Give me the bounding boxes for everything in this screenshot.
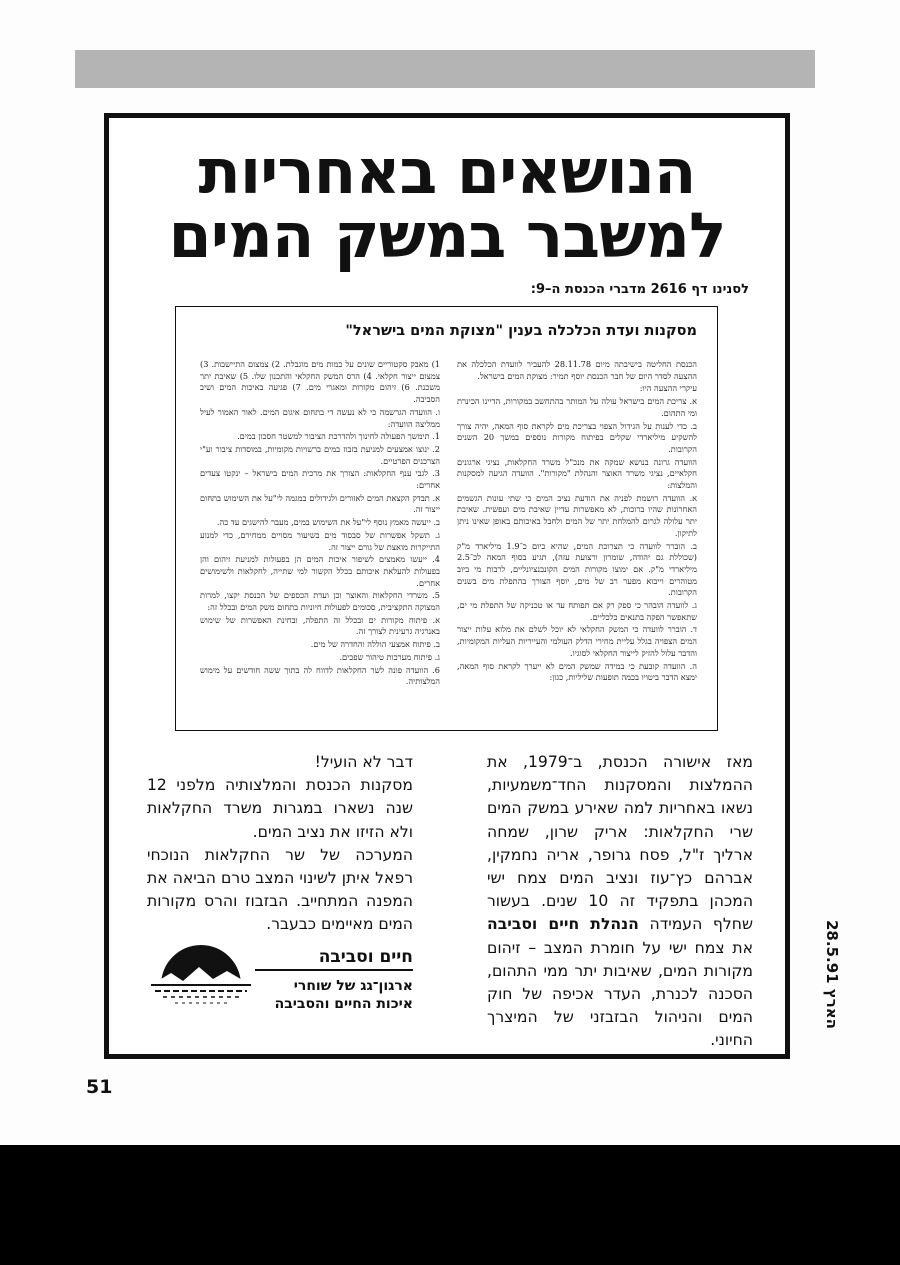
- conclusions-paragraph: עיקרי ההצעה היו:: [639, 383, 697, 394]
- conclusions-paragraph: 1. תימשך הפעולה לחינוך ולהדרכת הציבור למשטר חסכון במים.: [237, 431, 440, 442]
- advertisement-frame: [104, 113, 790, 1059]
- body-text-left-column: [147, 751, 413, 937]
- conclusions-paragraph: ג. לוועדה הובהר כי ספק רק אם תפותח עד או טכניקה של התפלת מי ים, שתאפשר הפקה בתנאים כלכליים.: [457, 600, 697, 622]
- conclusions-paragraph: 6. הוועדה פונה לשר החקלאות לדווח לה בתוך ששה חודשים על מימוש המלצותיה.: [200, 664, 440, 687]
- organization-tagline-line-1: ארגון־גג של שוחרי: [293, 978, 413, 994]
- conclusions-paragraph: ג. פיתוח מערכות טיהור שפכים.: [339, 651, 440, 662]
- body-paragraph: דבר לא הועיל!: [314, 753, 413, 771]
- organization-name: חיים וסביבה: [255, 947, 413, 971]
- committee-conclusions-box: [175, 306, 718, 731]
- headline-line-1: הנושאים באחריות: [198, 135, 696, 208]
- body-paragraph: המערכה של שר החקלאות הנוכחי רפאל איתן לשינוי המצב טרם הביאה את המפנה המתחייב. הבזבוז והרס מקורות המים מאיימים כבעבר.: [147, 845, 413, 934]
- organization-tagline-line-2: איכות החיים והסביבה: [274, 996, 413, 1012]
- conclusions-paragraph: ב. ייעשה מאמץ נוסף לי"על את השימוש במים, מעבר להישגים עד כה.: [216, 517, 440, 528]
- conclusions-paragraph: ב. פיתוח אמצעי הוללה והחדרה של מים.: [310, 639, 440, 650]
- conclusions-paragraph: 3. לגבי ענף החקלאות: הצורך את מרכית המים בישראל – ינקטו צעדים אחרים:: [200, 468, 440, 491]
- conclusions-paragraph: ו. הוועדה הגרשמה כי לא נעשה די בתחום איגום המים. לאור האמור לעיל ממליצה הוועדה:: [200, 406, 440, 429]
- organization-signature: [147, 933, 413, 1023]
- body-text-right-column: [487, 751, 753, 1053]
- conclusions-paragraph: 4. ייעשו מאמצים לשיפור איכות המים הן בפעולות למניעת זיהום והן בפעולות להעלאת איכותם בכלל הקשור למי שתייה, לחקלאות ולשימושים אחרים.: [200, 554, 440, 588]
- body-text: מאז אישורה הכנסת, ב־1979, את ההמלצות והמסקנות החד־משמעיות, נשאו באחריות למה שאירע במשק המים שרי החקלאות: אריק שרון, שמחה ארליך ז"ל, פסח גרופר, אריה נחמקין, אברהם כץ־עוז ונציב המים צמח ישי המכהן בתפקיד זה 10 שנים. בעשור שחלף העמידה: [487, 753, 754, 934]
- conclusions-paragraph: 1) מאבק סקטוריים שונים על כמות מים מוגבלת. 2) צמצום התיישבות. 3) צמצום ייצור חקלאי. 4) הרס המשק החקלאי והתכנון שלו. 5) שאיבת יתר משכנת. 6) זיהום מקורות ומאגרי מים. 7) פגיעה באיכות המים ושיב הסביבה.: [200, 359, 441, 405]
- conclusions-right-column: [457, 359, 697, 685]
- knesset-reference: לסנינו דף 2616 מדברי הכנסת ה–9:: [530, 282, 749, 297]
- newspaper-date-stamp: הארץ 28.5.91: [823, 920, 841, 1029]
- committee-conclusions-title: מסקנות ועדת הכלכלה בענין "מצוקת המים בישראל": [345, 323, 697, 339]
- conclusions-paragraph: א. פיתוח מקורות ים ובכלל זה התפלה, ובחינת האפשרות של שימוש באנרגיה גרעינית לצורך זה.: [200, 614, 440, 637]
- gray-header-band: [75, 50, 815, 88]
- conclusions-paragraph: ב. הוברר לוועדה כי תצרוכת המים, שהיא כיום כ־1.9 מיליארד מ"ק (שכוללת גם יהודה, שומרון ורצועת עזה), תגיע בסוף המאה לכ־2.5 מיליארדי מ"ק. אם ימוצו מקורות המים הקונבנציונליים, לרבות מי ביוב מטוהרים וייבוא מפער רב של מים, יוסף הצורך בהתפלת מים בשנים הקרובות.: [457, 540, 697, 598]
- conclusions-paragraph: ד. הוברר לוועדה כי המשק החקלאי לא יוכל לשלם את מלוא עלות ייצור המים הצפויה בגלל עליית מחירי הדלק העולמי והעייריות העליות המקומיות, והדבר עלול להזיק לייצור החקלאי לסוגיו.: [457, 624, 697, 658]
- conclusions-paragraph: הכנסת החליטה בישיבתה מיום 28.11.78 להעביר לוועדת הכלכלה את ההצעה לסדר היום של חבר הכנסת יוסף תמיר: מצוקת המים בישראל.: [457, 359, 697, 381]
- conclusions-left-column: [200, 359, 440, 689]
- headline: [129, 135, 765, 272]
- conclusions-paragraph: 5. משרדי החקלאות והאוצר וכן ועדת הכספים של הכנסת יקצו, למרות המצוקה התקציבית, סכומים לפעולות חיוניות בתחום משק המים ובכלל זה:: [200, 590, 440, 613]
- conclusions-paragraph: 2. ינוצו אמצעים למניעת בזבוז במים ברשויות מקומיות, במוסדות ציבור וע"י הצרכנים הפרטיים.: [200, 443, 440, 466]
- conclusions-paragraph: הוועדה גרונה בנושא שמקה את מנכ"ל משרד החקלאות, נציגי ארגונים חקלאיים, נציגי משרד האוצר והנהלת "מקורות". הוועדה הגיעה למסקנות והמלצות:: [457, 456, 697, 491]
- organization-tagline: [243, 977, 413, 1013]
- body-paragraph: [487, 751, 753, 1053]
- organization-name-inline: הנהלת חיים וסביבה: [487, 915, 639, 934]
- page-number: 51: [86, 1076, 113, 1098]
- conclusions-paragraph: א. צריכת המים בישראל עולה על המותר בהתחשב במקורות, הדיינו הכינרת ומי התהום.: [457, 396, 697, 418]
- conclusions-paragraph: ג. תשקל אפשרות של סבסוד מים בשיעור מסויים ממחירם, כדי למנוע התייקרות מואצת של גורם ייצור זה.: [200, 529, 440, 552]
- body-paragraph: מסקנות הכנסת והמלצותיה מלפני 12 שנה נשארו במגרות משרד החקלאות ולא הזיזו את נציב המים.: [147, 776, 413, 841]
- mountain-sun-logo-icon: [147, 937, 255, 1017]
- conclusions-paragraph: א. תבדק הקצאת המים לאזורים ולגידולים במגמה לי"על את השימוש בתחום ייצור זה.: [200, 492, 440, 515]
- conclusions-paragraph: ה. הוועדה קובעת כי במידה שמשק המים לא ייערך לקראת סוף המאה, ימצא הדבר ביטויו בכמה תופעות שליליות, כגון:: [457, 660, 697, 683]
- body-text: את צמח ישי על חומרת המצב – זיהום מקורות המים, שאיבות יתר ממי התהום, הסכנה לכנרת, העדר אכיפה של חוק המים והניהול הבזבזני של המיצרך החיוני.: [487, 938, 753, 1050]
- conclusions-paragraph: א. הוועדה רושמת לפניה את הודעת נציב המים כי שתי עונות הגשמים האחרונות שהיו ברוכות, לא מאפשרות עדיין שאיבת מים ועפשית. שאיבת יתר עלולה לגרום להמלחת יתר של המים ולחבל באיכותם באופן שאינו ניתן לתיקון.: [457, 492, 697, 538]
- conclusions-paragraph: ב. כדי לענות על הגידול הצפוי בצריכת מים לקראת סוף המאה, יהיה צורך להשקיע מיליארדי שקלים בפיתוח מקורות נוספים במשך 20 השנים הקרובות.: [457, 420, 697, 454]
- headline-line-2: למשבר במשק המים: [168, 199, 726, 272]
